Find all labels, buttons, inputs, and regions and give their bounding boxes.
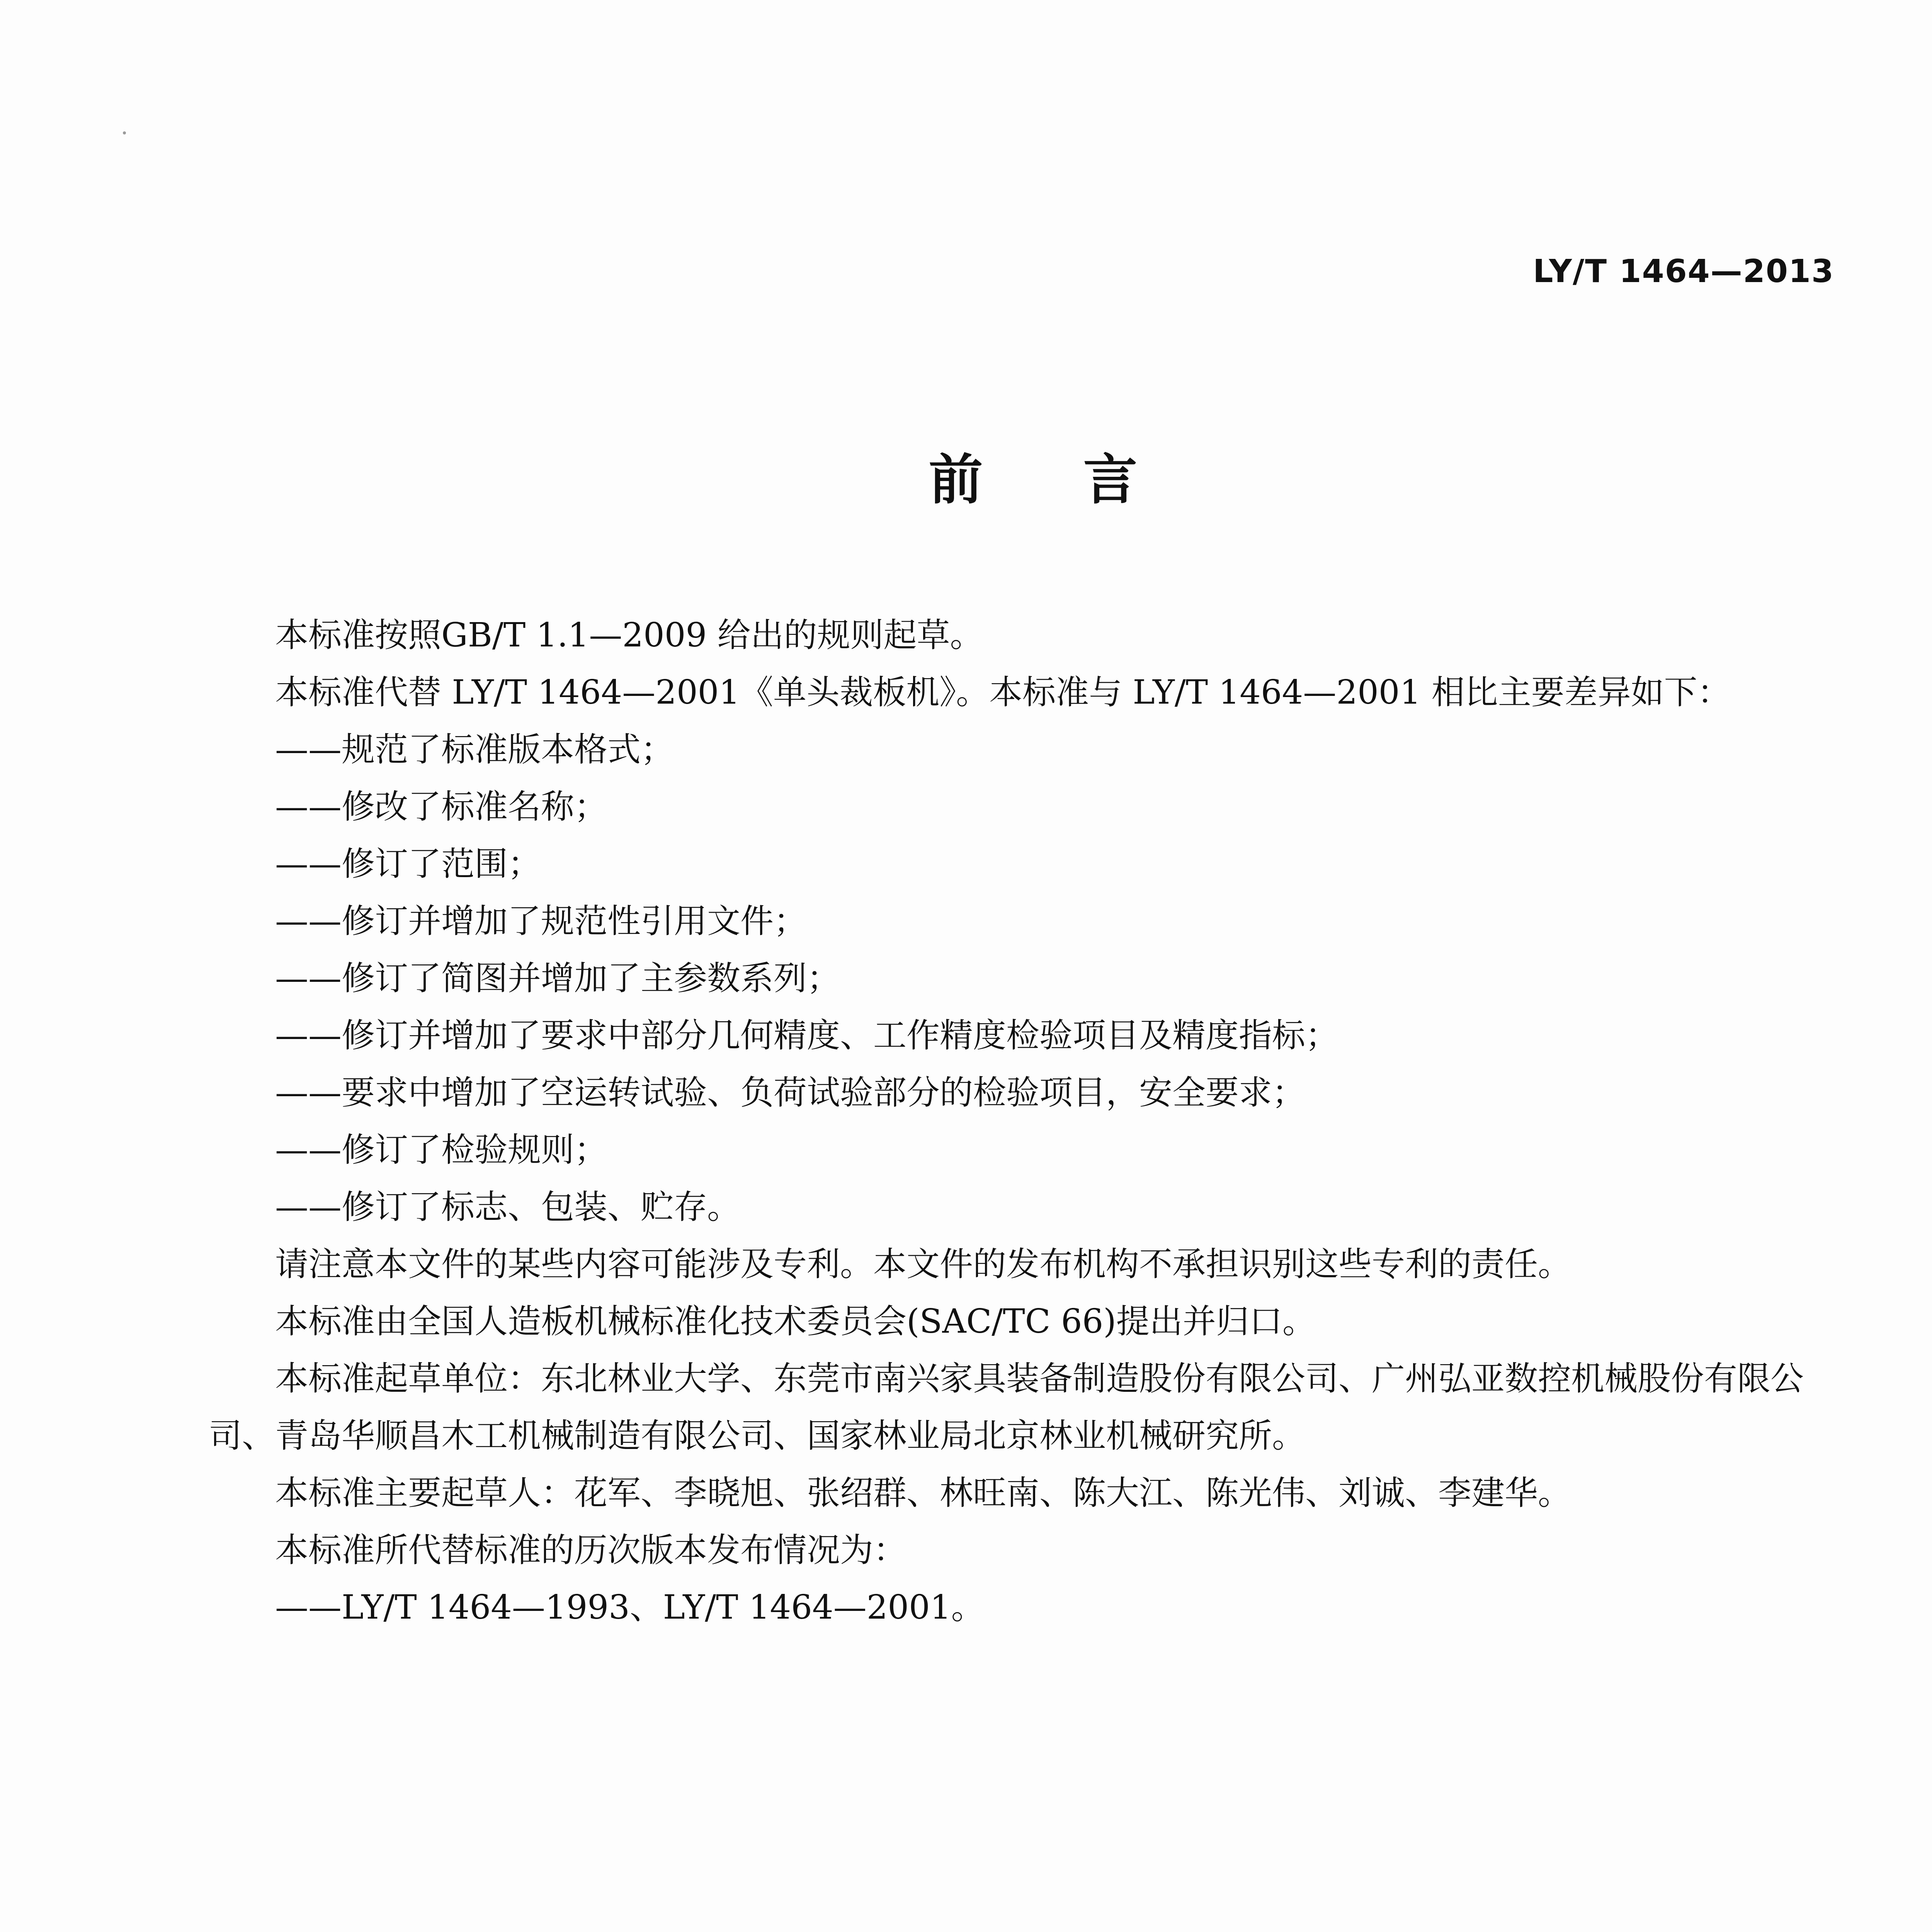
- list-item: ——修订并增加了规范性引用文件；: [275, 902, 807, 940]
- list-item: ——规范了标准版本格式；: [275, 730, 674, 769]
- paragraph-drafting-rules: 本标准按照GB/T 1.1—2009 给出的规则起草。: [275, 616, 983, 655]
- paragraph-replacement: 本标准代替 LY/T 1464—2001《单头裁板机》。本标准与 LY/T 1464—2001 相比主要差异如下：: [275, 673, 1731, 712]
- paragraph-drafters: 本标准主要起草人：花军、李晓旭、张绍群、林旺南、陈大江、陈光伟、刘诚、李建华。: [275, 1474, 1571, 1512]
- foreword-body: [209, 607, 1862, 1636]
- list-item: ——LY/T 1464—1993、LY/T 1464—2001。: [275, 1588, 985, 1627]
- list-item: ——修订并增加了要求中部分几何精度、工作精度检验项目及精度指标；: [275, 1016, 1338, 1055]
- standard-code: LY/T 1464—2013: [1533, 253, 1834, 290]
- page-title: [0, 437, 1932, 514]
- paragraph-history-intro: 本标准所代替标准的历次版本发布情况为：: [275, 1531, 906, 1570]
- list-item: ——修订了简图并增加了主参数系列；: [275, 959, 840, 998]
- paragraph-proposer: 本标准由全国人造板机械标准化技术委员会(SAC/TC 66)提出并归口。: [275, 1302, 1316, 1341]
- paragraph-drafting-units: 本标准起草单位：东北林业大学、东莞市南兴家具装备制造股份有限公司、广州弘亚数控机械股份有限公司、青岛华顺昌木工机械制造有限公司、国家林业局北京林业机械研究所。: [209, 1359, 1804, 1455]
- title-char-1: 前: [929, 449, 983, 512]
- list-item: ——修改了标准名称；: [275, 787, 607, 826]
- list-item: ——修订了标志、包装、贮存。: [275, 1188, 740, 1226]
- list-item: ——修订了检验规则；: [275, 1131, 607, 1169]
- list-item: ——要求中增加了空运转试验、负荷试验部分的检验项目，安全要求；: [275, 1073, 1305, 1112]
- scan-speck: [123, 131, 126, 134]
- title-char-2: 言: [1083, 449, 1138, 512]
- list-item: ——修订了范围；: [275, 845, 541, 883]
- paragraph-patent-notice: 请注意本文件的某些内容可能涉及专利。本文件的发布机构不承担识别这些专利的责任。: [275, 1245, 1571, 1284]
